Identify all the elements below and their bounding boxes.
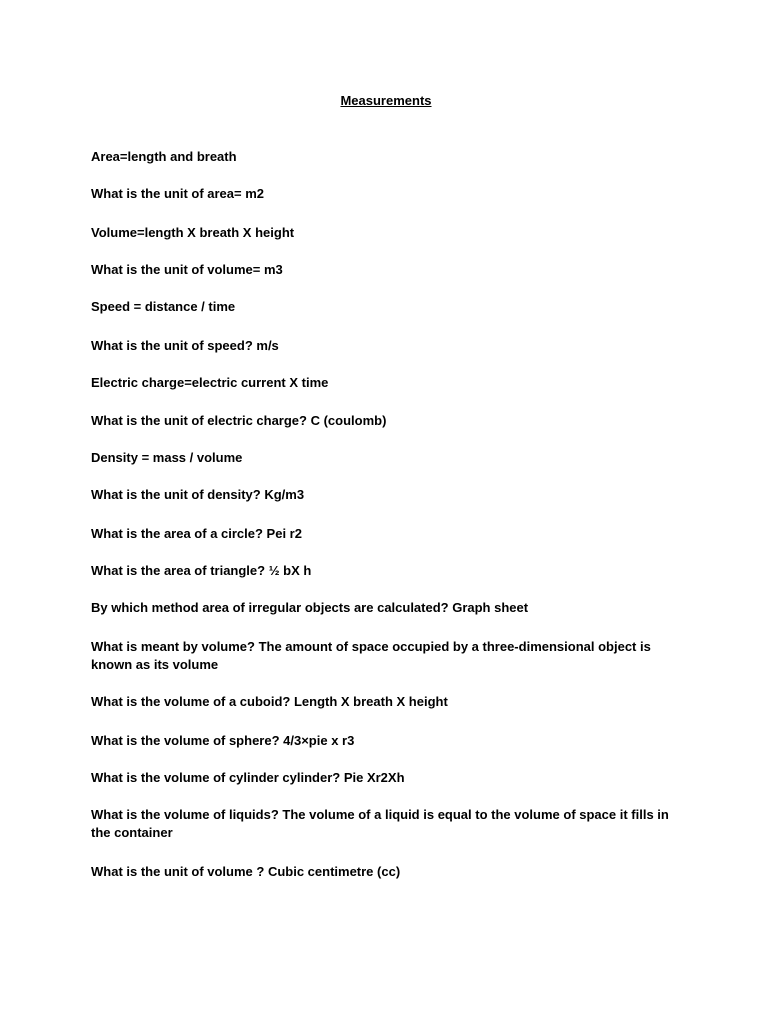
text-line-irregular-area: By which method area of irregular objects are calculated? Graph sheet [91, 600, 529, 615]
text-line-speed-unit: What is the unit of speed? m/s [91, 338, 279, 353]
text-line-volume-formula: Volume=length X breath X height [91, 225, 295, 240]
text-line-area-unit: What is the unit of area= m2 [91, 186, 265, 201]
page-title: Measurements [340, 93, 432, 108]
text-line-charge-formula: Electric charge=electric current X time [91, 375, 329, 390]
text-line-cuboid-volume: What is the volume of a cuboid? Length X breath X height [91, 694, 448, 709]
text-line-cylinder-volume: What is the volume of cylinder cylinder? Pie Xr2Xh [91, 770, 405, 785]
text-line-volume-unit: What is the unit of volume= m3 [91, 262, 283, 277]
text-line-charge-unit: What is the unit of electric charge? C (coulomb) [91, 413, 387, 428]
text-line-density-unit: What is the unit of density? Kg/m3 [91, 487, 305, 502]
text-line-sphere-volume: What is the volume of sphere? 4/3×pie x r3 [91, 733, 355, 748]
text-line-volume-unit-cc: What is the unit of volume ? Cubic centimetre (cc) [91, 864, 401, 879]
text-line-circle-area: What is the area of a circle? Pei r2 [91, 526, 302, 541]
text-line-speed-formula: Speed = distance / time [91, 299, 236, 314]
text-line-liquid-volume: What is the volume of liquids? The volume of a liquid is equal to the volume of space it fills in the container [91, 807, 669, 840]
text-line-area-formula: Area=length and breath [91, 149, 237, 164]
text-line-volume-meaning: What is meant by volume? The amount of space occupied by a three-dimensional object is known as its volume [91, 639, 651, 672]
text-line-density-formula: Density = mass / volume [91, 450, 243, 465]
text-line-triangle-area: What is the area of triangle? ½ bX h [91, 563, 312, 578]
